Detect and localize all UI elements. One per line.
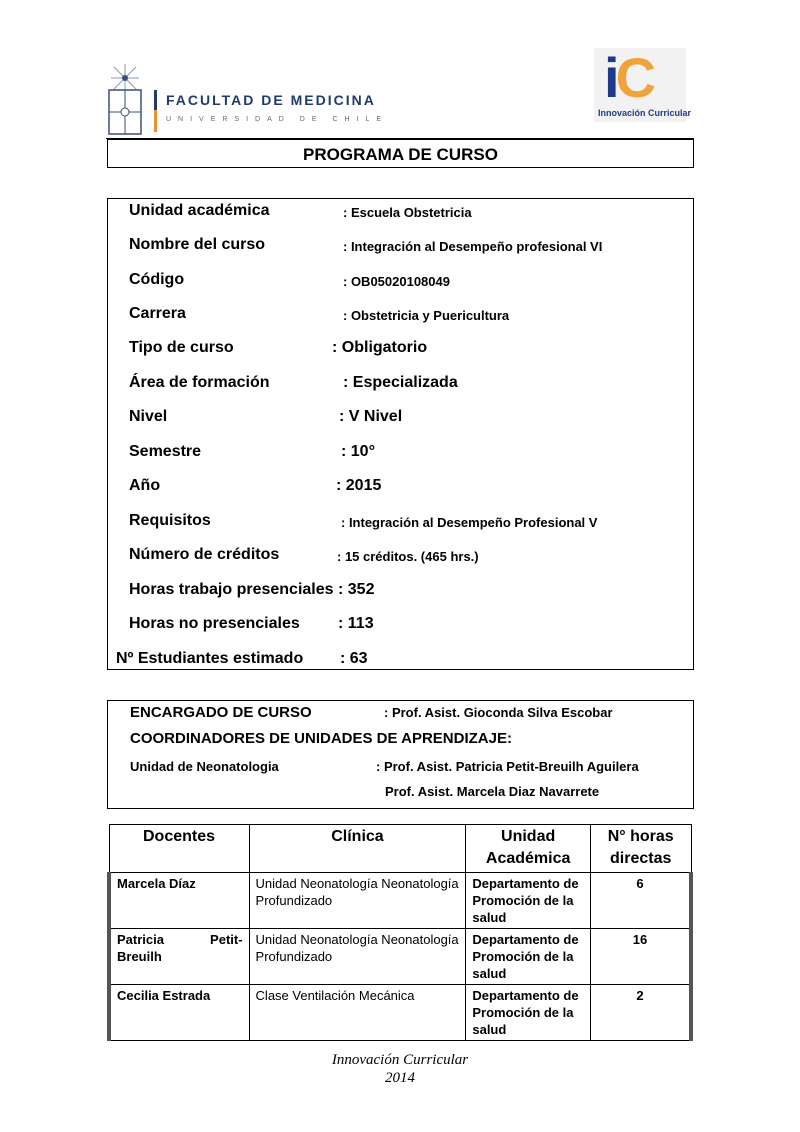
info-label: Unidad académica bbox=[129, 202, 270, 219]
faculty-logo bbox=[106, 62, 389, 136]
horas-cell: 6 bbox=[590, 873, 691, 929]
header-unidad: Unidad Académica bbox=[466, 825, 591, 873]
info-value: : 2015 bbox=[336, 477, 382, 494]
info-value: : Obstetricia y Puericultura bbox=[343, 308, 510, 323]
info-value: : 113 bbox=[338, 615, 374, 632]
info-label: Horas trabajo presenciales bbox=[129, 581, 334, 598]
info-label: Nombre del curso bbox=[129, 236, 266, 253]
horas-cell: 2 bbox=[590, 985, 691, 1041]
header-docentes: Docentes bbox=[109, 825, 249, 873]
info-value: : Obligatorio bbox=[332, 339, 428, 356]
info-value: : 63 bbox=[340, 650, 368, 667]
course-info-box bbox=[107, 198, 694, 670]
staff-box bbox=[107, 700, 694, 809]
table-row bbox=[109, 929, 691, 985]
table-row bbox=[109, 985, 691, 1041]
footer-line-2: 2014 bbox=[385, 1070, 415, 1086]
info-value: : Integración al Desempeño profesional VI bbox=[343, 239, 603, 254]
university-name: UNIVERSIDAD DE CHILE bbox=[166, 116, 389, 123]
title-box bbox=[107, 139, 694, 168]
info-value: : 15 créditos. (465 hrs.) bbox=[337, 549, 479, 564]
info-label: Nº Estudiantes estimado bbox=[116, 650, 304, 667]
info-label: Semestre bbox=[129, 443, 202, 460]
info-value: : 352 bbox=[338, 581, 375, 598]
faculty-name: FACULTAD DE MEDICINA bbox=[166, 92, 376, 108]
info-label: Nivel bbox=[129, 408, 168, 425]
clinica-cell: Unidad Neonatología Neonatología Profundizado bbox=[249, 929, 466, 985]
info-label: Código bbox=[129, 271, 185, 288]
info-label: Número de créditos bbox=[129, 546, 280, 563]
info-value: : Integración al Desempeño Profesional V bbox=[341, 515, 598, 530]
teachers-table bbox=[107, 824, 693, 1041]
horas-cell: 16 bbox=[590, 929, 691, 985]
encargado-value: : Prof. Asist. Gioconda Silva Escobar bbox=[384, 705, 613, 720]
info-value: : Escuela Obstetricia bbox=[343, 205, 472, 220]
coordinators-heading: COORDINADORES DE UNIDADES DE APRENDIZAJE: bbox=[130, 730, 512, 747]
unit-coordinator-2: Prof. Asist. Marcela Diaz Navarrete bbox=[385, 784, 600, 799]
page-title: PROGRAMA DE CURSO bbox=[303, 145, 498, 164]
docente-cell: Marcela Díaz bbox=[109, 873, 249, 929]
unidad-cell: Departamento de Promoción de la salud bbox=[466, 873, 591, 929]
footer-line-1: Innovación Curricular bbox=[331, 1052, 469, 1068]
info-label: Año bbox=[129, 477, 161, 494]
unidad-cell: Departamento de Promoción de la salud bbox=[466, 929, 591, 985]
unidad-cell: Departamento de Promoción de la salud bbox=[466, 985, 591, 1041]
unit-coordinator-1: : Prof. Asist. Patricia Petit-Breuilh Aguilera bbox=[376, 759, 639, 774]
header-clinica: Clínica bbox=[249, 825, 466, 873]
info-value: : OB05020108049 bbox=[343, 274, 450, 289]
info-label: Tipo de curso bbox=[129, 339, 234, 356]
clinica-cell: Unidad Neonatología Neonatología Profundizado bbox=[249, 873, 466, 929]
table-header-row bbox=[109, 825, 691, 873]
unit-label: Unidad de Neonatologia bbox=[130, 759, 279, 774]
ic-logo bbox=[594, 46, 692, 122]
clinica-cell: Clase Ventilación Mecánica bbox=[249, 985, 466, 1041]
ic-logo-mark: iC bbox=[604, 46, 653, 109]
info-label: Área de formación bbox=[129, 374, 270, 391]
info-value: : Especializada bbox=[343, 374, 458, 391]
university-seal-icon bbox=[106, 62, 146, 136]
encargado-label: ENCARGADO DE CURSO bbox=[130, 704, 312, 721]
ic-logo-text: Innovación Curricular bbox=[598, 108, 692, 118]
docente-cell: Cecilia Estrada bbox=[109, 985, 249, 1041]
header-horas: N° horas directas bbox=[590, 825, 691, 873]
info-label: Carrera bbox=[129, 305, 186, 322]
info-label: Horas no presenciales bbox=[129, 615, 300, 632]
info-value: : V Nivel bbox=[339, 408, 403, 425]
info-label: Requisitos bbox=[129, 512, 211, 529]
table-row bbox=[109, 873, 691, 929]
info-value: : 10° bbox=[341, 443, 375, 460]
docente-cell: Patricia Petit-Breuilh bbox=[109, 929, 249, 985]
